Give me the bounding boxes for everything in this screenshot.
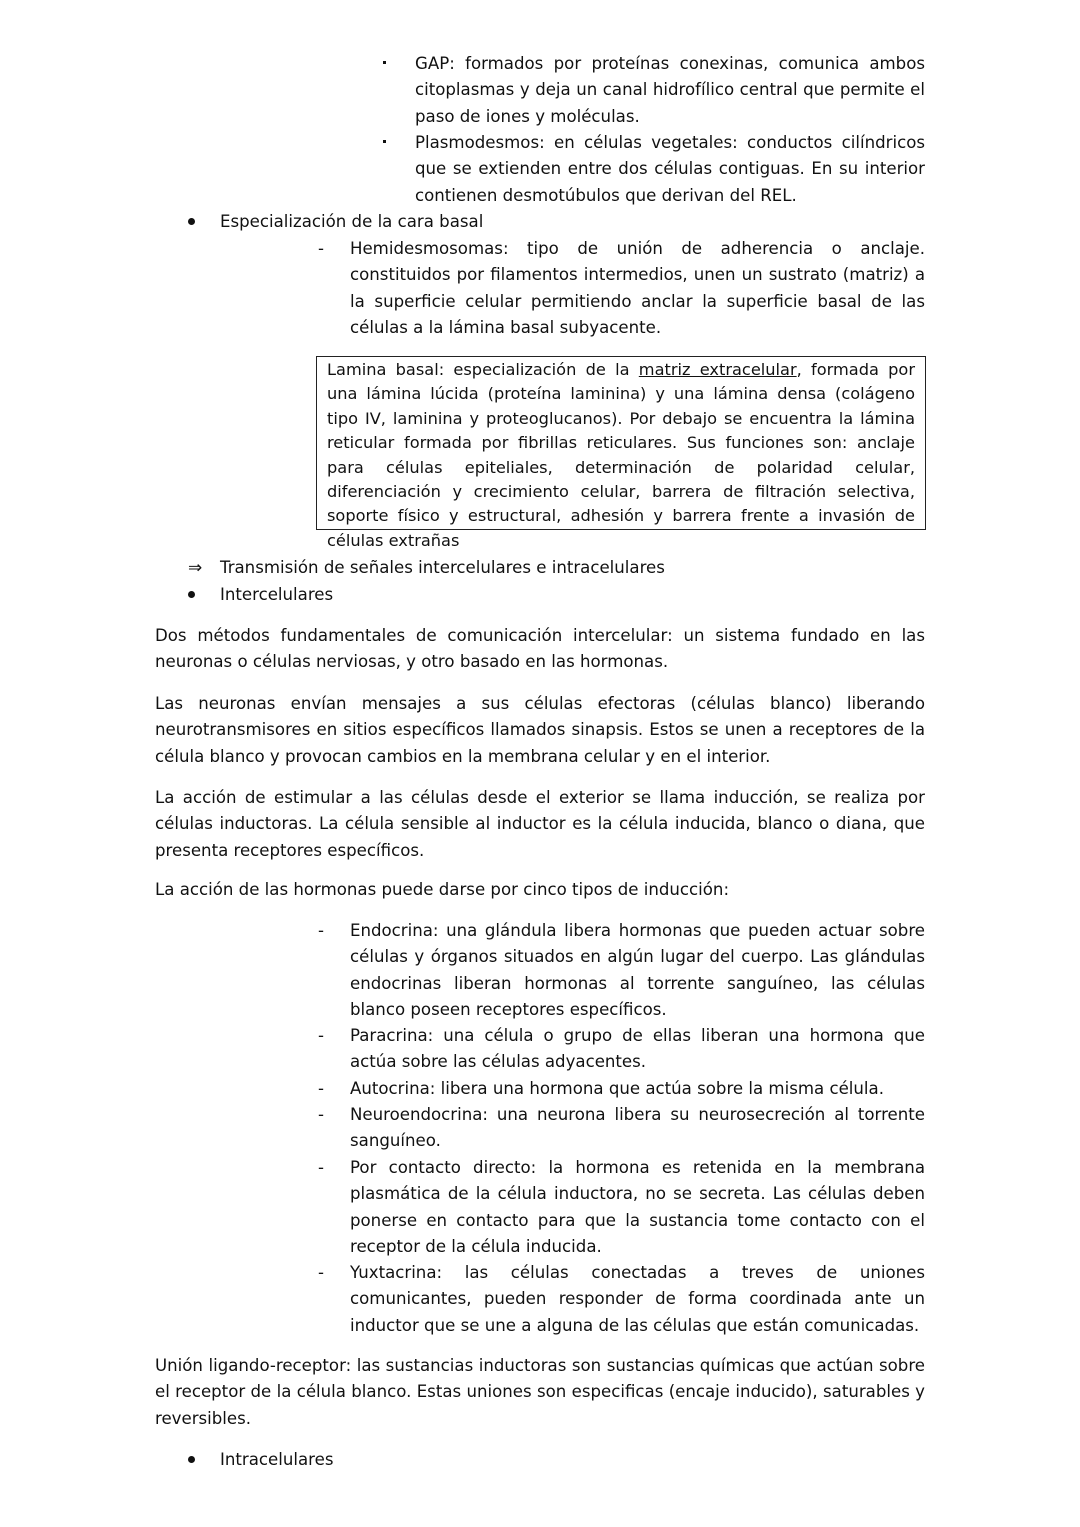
- paragraph-metodos: Dos métodos fundamentales de comunicación intercelular: un sistema fundado en las neuronas o células nerviosas, y otro basado en las hormonas.: [155, 626, 925, 672]
- dash-marker: -: [318, 1263, 324, 1282]
- paracrina-text: Paracrina: una célula o grupo de ellas liberan una hormona que actúa sobre las células adyacentes.: [350, 1026, 925, 1072]
- plasmodesmos-text: Plasmodesmos: en células vegetales: conductos cilíndricos que se extienden entre dos células contiguas. En su interior contienen desmotúbulos que derivan del REL.: [415, 133, 925, 205]
- double-arrow-icon: ⇒: [188, 558, 203, 578]
- intercelulares-heading: Intercelulares: [220, 585, 334, 604]
- basal-heading: Especialización de la cara basal: [220, 212, 484, 231]
- transmision-heading: Transmisión de señales intercelulares e intracelulares: [220, 558, 665, 577]
- paragraph-union-ligando: Unión ligando-receptor: las sustancias inductoras son sustancias químicas que actúan sobre el receptor de la célula blanco. Estas uniones son especificas (encaje inducido), saturables y reversibles.: [155, 1356, 925, 1428]
- dash-marker: -: [318, 921, 324, 940]
- paragraph-neuronas: Las neuronas envían mensajes a sus células efectoras (células blanco) liberando neurotransmisores en sitios específicos llamados sinapsis. Estos se unen a receptores de la célula blanco y provocan cambios en la membrana celular y en el interior.: [155, 694, 925, 766]
- endocrina-text: Endocrina: una glándula libera hormonas que pueden actuar sobre células y órganos situados en algún lugar del cuerpo. Las glándulas endocrinas liberan hormonas al torrente sanguíneo, las células blanco poseen receptores específicos.: [350, 921, 925, 1019]
- square-bullet-icon: [383, 130, 386, 156]
- lamina-basal-box: [316, 356, 926, 550]
- paragraph-induccion: La acción de estimular a las células desde el exterior se llama inducción, se realiza por células inductoras. La célula sensible al inductor es la célula inducida, blanco o diana, que presenta receptores específicos.: [155, 788, 925, 860]
- bullet-icon: [188, 582, 212, 608]
- yuxtacrina-text: Yuxtacrina: las células conectadas a treves de uniones comunicantes, pueden responder de forma coordinada ante un inductor que se une a alguna de las células que están comunicadas.: [350, 1263, 925, 1335]
- hemidesmosomas-text: Hemidesmosomas: tipo de unión de adherencia o anclaje. constituidos por filamentos intermedios, unen un sustrato (matriz) a la superficie celular permitiendo anclar la superficie basal de las células a la lámina basal subyacente.: [350, 239, 925, 337]
- lamina-prefix: Lamina basal: especialización de la: [327, 360, 639, 379]
- bullet-icon: [188, 1447, 212, 1473]
- intracelulares-heading: Intracelulares: [220, 1450, 334, 1469]
- dash-marker: -: [318, 1079, 324, 1098]
- dash-marker: -: [318, 1105, 324, 1124]
- square-bullet-icon: [383, 51, 386, 77]
- lamina-rest: , formada por una lámina lúcida (proteína laminina) y una lámina densa (colágeno tipo IV, laminina y proteoglucanos). Por debajo se encuentra la lámina reticular formada por fibrillas reticulares. Sus funciones son: anclaje para células epiteliales, determinación de polaridad celular, diferenciación y crecimiento celular, barrera de filtración selectiva, soporte físico y estructural, adhesión y barrera frente a invasión de células extrañas: [327, 360, 915, 550]
- dash-marker: -: [318, 1158, 324, 1177]
- matriz-extracelular-link: matriz extracelular: [638, 360, 797, 379]
- dash-marker: -: [318, 239, 324, 258]
- paragraph-hormonas: La acción de las hormonas puede darse por cinco tipos de inducción:: [155, 880, 730, 899]
- bullet-icon: [188, 209, 212, 235]
- gap-text: GAP: formados por proteínas conexinas, comunica ambos citoplasmas y deja un canal hidrofílico central que permite el paso de iones y moléculas.: [415, 54, 925, 126]
- dash-marker: -: [318, 1026, 324, 1045]
- neuroendocrina-text: Neuroendocrina: una neurona libera su neurosecreción al torrente sanguíneo.: [350, 1105, 925, 1151]
- contacto-directo-text: Por contacto directo: la hormona es retenida en la membrana plasmática de la célula inductora, no se secreta. Las células deben ponerse en contacto para que la sustancia tome contacto con el receptor de la célula inducida.: [350, 1158, 925, 1256]
- autocrina-text: Autocrina: libera una hormona que actúa sobre la misma célula.: [350, 1079, 884, 1098]
